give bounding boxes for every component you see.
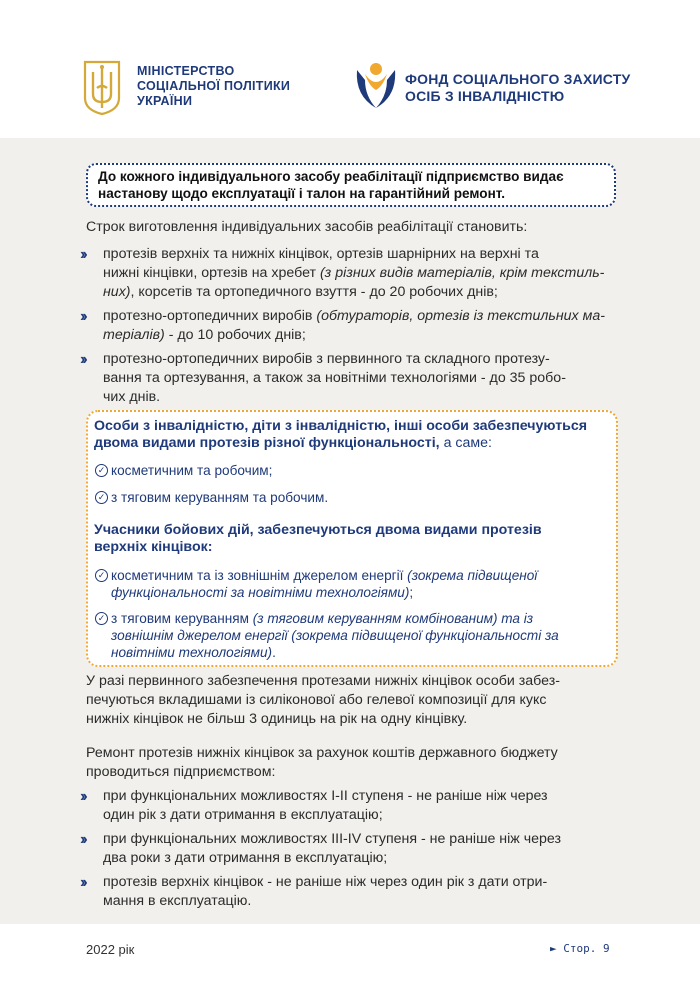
ministry-line: МІНІСТЕРСТВО	[137, 64, 235, 78]
italic-note: (обтураторів, ортезів із текстильних ма-	[316, 308, 605, 324]
fund-line: ФОНД СОЦІАЛЬНОГО ЗАХИСТУ	[405, 71, 631, 87]
fund-name	[405, 71, 630, 105]
notice-box	[86, 163, 616, 207]
check-circle-icon: ✓	[95, 612, 108, 625]
check-circle-icon: ✓	[95, 464, 108, 477]
check-item-text	[111, 610, 609, 661]
list-item-text	[103, 350, 617, 407]
heading-line: верхніх кінцівок:	[94, 539, 213, 555]
list-item	[80, 830, 620, 870]
double-chevron-right-icon: ››	[80, 831, 85, 848]
text-line: протезів верхніх кінцівок - не раніше ніж через один рік з дати отри-	[103, 874, 548, 890]
text-line: .	[272, 645, 276, 660]
double-chevron-right-icon: ››	[80, 874, 85, 891]
text-line: при функціональних можливостях III-IV ступеня - не раніше ніж через	[103, 831, 561, 847]
list-item-text	[103, 245, 617, 302]
text-line: косметичним та із зовнішнім джерелом енергії	[111, 568, 408, 583]
trident-coat-of-arms-icon	[82, 58, 122, 116]
check-item-text	[111, 567, 609, 601]
text-line: вання та ортезування, а також за новітніми технологіями - до 35 робо-	[103, 370, 566, 386]
list-item-text	[103, 307, 617, 345]
double-chevron-right-icon: ››	[80, 351, 85, 368]
text-line: - до 10 робочих днів;	[164, 327, 306, 343]
fund-hands-logo-icon	[353, 60, 399, 112]
heading-line: Учасники бойових дій, забезпечуються двома видами протезів	[94, 522, 542, 538]
italic-note: них)	[103, 284, 131, 300]
ministry-line: УКРАЇНИ	[137, 94, 193, 108]
text-line: У разі первинного забезпечення протезами нижніх кінцівок особи забез-	[86, 673, 560, 689]
list-item	[80, 307, 620, 347]
text-line: два роки з дати отримання в експлуатацію;	[103, 850, 388, 866]
double-chevron-right-icon: ››	[80, 308, 85, 325]
ministry-name	[137, 64, 290, 109]
check-item-text: косметичним та робочим;	[111, 463, 273, 478]
italic-note: (з різних видів матеріалів, крім текстиль-	[319, 265, 605, 281]
list-item-text	[103, 787, 617, 825]
heading-tail: а саме:	[439, 435, 492, 451]
text-line: чих днів.	[103, 389, 161, 405]
inserts-paragraph	[86, 672, 616, 729]
text-line: протезно-ортопедичних виробів	[103, 308, 317, 324]
double-chevron-right-icon: ››	[80, 788, 85, 805]
list-item	[80, 787, 620, 827]
list-item	[80, 350, 620, 408]
text-line: , корсетів та ортопедичного взуття - до 20 робочих днів;	[130, 284, 498, 300]
text-line: з тяговим керуванням	[111, 611, 253, 626]
text-line: протезів верхніх та нижніх кінцівок, ортезів шарнірних на верхні та	[103, 246, 539, 262]
list-item	[80, 245, 620, 303]
page-number: ► Стор. 9	[550, 942, 610, 955]
italic-note: (зокрема підвищеної	[407, 568, 538, 583]
box-heading	[94, 522, 609, 556]
page-header	[0, 0, 700, 138]
box-heading	[94, 418, 609, 452]
italic-note: (з тяговим керуванням комбінованим) та із	[252, 611, 534, 626]
check-item-text: з тяговим керуванням та робочим.	[111, 490, 329, 505]
notice-line: До кожного індивідуального засобу реабілітації підприємство видає	[98, 169, 564, 184]
text-line: ;	[409, 585, 414, 600]
check-circle-icon: ✓	[95, 569, 108, 582]
text-line: Ремонт протезів нижніх кінцівок за рахунок коштів державного бюджету	[86, 745, 558, 761]
notice-line: настанову щодо експлуатації і талон на гарантійний ремонт.	[98, 186, 506, 201]
repair-intro	[86, 744, 616, 782]
list-item-text	[103, 873, 617, 911]
ministry-line: СОЦІАЛЬНОЇ ПОЛІТИКИ	[137, 79, 291, 93]
check-circle-icon: ✓	[95, 491, 108, 504]
text-line: печуються вкладишами із силіконової або гелевої композиції для кукс	[86, 692, 547, 708]
italic-note: функціональності за новітніми технологіями)	[111, 585, 410, 600]
list-item	[80, 873, 620, 913]
text-line: протезно-ортопедичних виробів з первинного та складного протезу-	[103, 351, 550, 367]
page-footer	[0, 924, 700, 990]
italic-note: зовнішнім джерелом енергії (зокрема підвищеної функціональності за	[111, 628, 559, 643]
prosthesis-box	[86, 410, 618, 667]
text-line: нижні кінцівки, ортезів на хребет	[103, 265, 320, 281]
fund-line: ОСІБ З ІНВАЛІДНІСТЮ	[405, 88, 565, 104]
text-line: нижніх кінцівок не більш 3 одиниць на рік на одну кінцівку.	[86, 711, 468, 727]
list-item-text	[103, 830, 617, 868]
text-line: проводиться підприємством:	[86, 764, 276, 780]
italic-note: теріалів)	[103, 327, 165, 343]
double-chevron-right-icon: ››	[80, 246, 85, 263]
notice-text	[98, 168, 608, 202]
text-line: один рік з дати отримання в експлуатацію;	[103, 807, 383, 823]
italic-note: новітніми технологіями)	[111, 645, 273, 660]
text-line: при функціональних можливостях I-II ступеня - не раніше ніж через	[103, 788, 548, 804]
heading-line: двома видами протезів різної функціональності,	[94, 435, 440, 451]
terms-intro: Строк виготовлення індивідуальних засобів реабілітації становить:	[86, 219, 528, 235]
heading-line: Особи з інвалідністю, діти з інвалідністю, інші особи забезпечуються	[94, 418, 588, 434]
footer-year: 2022 рік	[86, 942, 135, 957]
text-line: мання в експлуатацію.	[103, 893, 252, 909]
